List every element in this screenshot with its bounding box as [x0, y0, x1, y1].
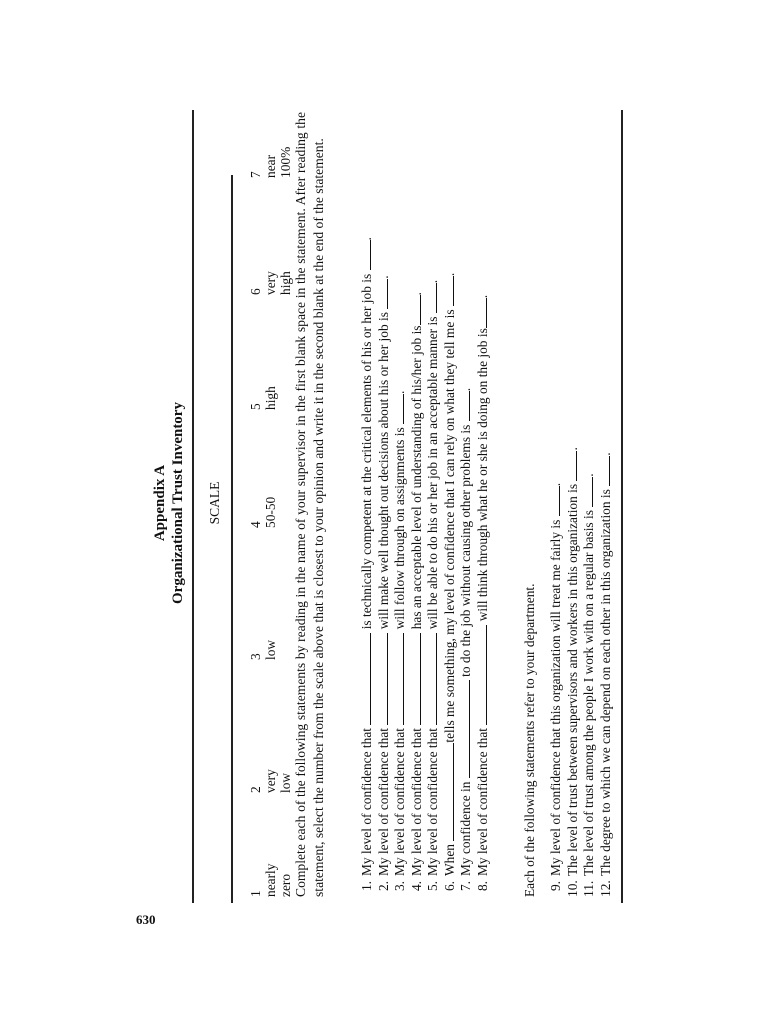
supervisor-name-blank[interactable]	[442, 743, 454, 841]
page-title: Organizational Trust Inventory	[170, 402, 186, 604]
rating-blank[interactable]	[359, 240, 371, 270]
scale-value: 7	[248, 171, 263, 178]
item-number: 2.	[375, 881, 391, 892]
statement-item-12: 12.The degree to which we can depend on each other in this organization is .	[597, 452, 613, 897]
statement-item-3: 3.My level of confidence that will follow through on assignments is .	[392, 391, 408, 897]
item-number: 7.	[458, 881, 473, 892]
rating-blank[interactable]	[565, 451, 577, 481]
scale-point-2	[248, 769, 293, 793]
item-lead-text: My confidence in	[458, 781, 473, 876]
item-text: has an acceptable level of understanding of his/her job is	[408, 325, 424, 630]
item-lead-text: My level of confidence that	[474, 728, 490, 876]
item-text: The level of trust between supervisors and workers in this organization is	[564, 483, 580, 876]
rating-blank[interactable]	[548, 486, 560, 516]
rating-blank[interactable]	[581, 477, 593, 507]
supervisor-name-blank[interactable]	[425, 633, 437, 725]
statement-item-7: 7.My confidence in to do the job without causing other problems is .	[458, 388, 474, 897]
scale-rule	[231, 175, 233, 903]
rating-blank[interactable]	[392, 394, 404, 424]
item-text: My level of confidence that this organization will treat me fairly is	[548, 519, 563, 876]
item-text: will make well thought out decisions about his or her job is	[375, 312, 391, 630]
item-text: The degree to which we can depend on each other in this organization is	[597, 489, 613, 876]
scale-label: low	[263, 639, 278, 660]
supervisor-name-blank[interactable]	[458, 680, 470, 778]
scale-point-3	[248, 640, 278, 660]
item-number: 11.	[581, 880, 596, 897]
item-number: 6.	[441, 881, 457, 892]
item-text: The level of trust among the people I work with on a regular basis is	[581, 510, 596, 876]
scale-label: very	[263, 271, 278, 295]
scale-label: nearly	[263, 863, 278, 897]
scale-point-5	[248, 386, 278, 410]
item-text: tells me something, my level of confidence that I can rely on what they tell me is	[441, 309, 457, 743]
item-text: will follow through on assignments is	[392, 427, 407, 630]
scale-value: 2	[248, 786, 263, 793]
scale-value: 5	[248, 403, 263, 410]
item-lead-text: When	[441, 844, 457, 876]
rating-blank[interactable]	[458, 391, 470, 421]
item-lead-text: My level of confidence that	[408, 728, 424, 876]
scale-label: very	[263, 769, 278, 793]
top-rule	[192, 110, 194, 903]
supervisor-name-blank[interactable]	[475, 625, 487, 725]
statement-item-1: 1.My level of confidence that is technically competent at the critical elements of his or her job is .	[359, 237, 375, 897]
statement-item-5: 5.My level of confidence that will be able to do his or her job in an acceptable manner is .	[425, 280, 441, 897]
page-number: 630	[136, 912, 156, 927]
scale-value: 4	[248, 521, 263, 528]
scale-label: zero	[278, 873, 293, 897]
scale-label: 50-50	[263, 496, 278, 528]
item-lead-text: My level of confidence that	[392, 728, 407, 876]
rotated-page	[140, 103, 630, 903]
scale-label: near	[263, 154, 278, 178]
instructions-paragraph: Complete each of the following statements by reading in the name of your supervisor in the first blank space in the statement. After reading the statement, select the number from the scale above that is closest to your opinion and write it in the second blank at the end of the statement.	[293, 112, 326, 897]
scale-value: 3	[248, 653, 263, 660]
appendix-label: Appendix A	[152, 464, 168, 542]
rating-blank[interactable]	[442, 276, 454, 306]
item-text: will think through what he or she is doing on the job is	[474, 328, 490, 622]
supervisor-name-blank[interactable]	[392, 633, 404, 725]
item-number: 10.	[564, 880, 580, 897]
scale-point-1	[248, 864, 293, 897]
scale-value: 1	[248, 890, 263, 897]
scale-label: low	[278, 772, 293, 793]
rating-blank[interactable]	[376, 279, 388, 309]
scale-point-6	[248, 271, 293, 295]
rating-blank[interactable]	[425, 283, 437, 313]
rating-blank[interactable]	[409, 296, 421, 326]
statement-item-4: 4.My level of confidence that has an acceptable level of understanding of his/her job is.	[409, 292, 425, 897]
rating-blank[interactable]	[598, 456, 610, 486]
scale-point-4	[248, 497, 278, 528]
item-number: 8.	[474, 881, 490, 892]
item-text: is technically competent at the critical elements of his or her job is	[359, 273, 374, 630]
item-number: 5.	[425, 881, 440, 892]
statement-item-11: 11.The level of trust among the people I work with on a regular basis is .	[581, 473, 596, 897]
scale-point-7	[248, 147, 293, 178]
supervisor-name-blank[interactable]	[359, 633, 371, 725]
item-lead-text: My level of confidence that	[375, 728, 391, 876]
scale-value: 6	[248, 288, 263, 295]
department-intro: Each of the following statements refer to your department.	[522, 583, 537, 897]
scale-label: high	[278, 271, 293, 295]
bottom-rule	[621, 110, 623, 903]
item-lead-text: My level of confidence that	[425, 728, 440, 876]
statement-item-10: 10.The level of trust between supervisors and workers in this organization is .	[564, 447, 580, 897]
statement-item-2: 2.My level of confidence that will make well thought out decisions about his or her job is .	[376, 275, 392, 897]
supervisor-name-blank[interactable]	[409, 633, 421, 725]
item-number: 4.	[408, 881, 424, 892]
supervisor-name-blank[interactable]	[376, 633, 388, 725]
item-text: will be able to do his or her job in an acceptable manner is	[425, 316, 440, 630]
rating-blank[interactable]	[475, 298, 487, 328]
statement-item-9: 9.My level of confidence that this organization will treat me fairly is .	[548, 483, 564, 897]
scale-heading: SCALE	[207, 481, 222, 525]
item-number: 1.	[359, 881, 374, 892]
item-number: 3.	[392, 881, 407, 892]
item-text: to do the job without causing other problems is	[458, 424, 473, 677]
statement-item-6: 6.When tells me something, my level of confidence that I can rely on what they tell me is .	[442, 273, 458, 897]
scale-label: high	[263, 386, 278, 410]
statement-item-8: 8.My level of confidence that will think through what he or she is doing on the job is.	[475, 295, 491, 897]
item-number: 9.	[548, 881, 563, 892]
item-number: 12.	[597, 880, 613, 897]
item-lead-text: My level of confidence that	[359, 728, 374, 876]
scale-label: 100%	[278, 146, 293, 178]
